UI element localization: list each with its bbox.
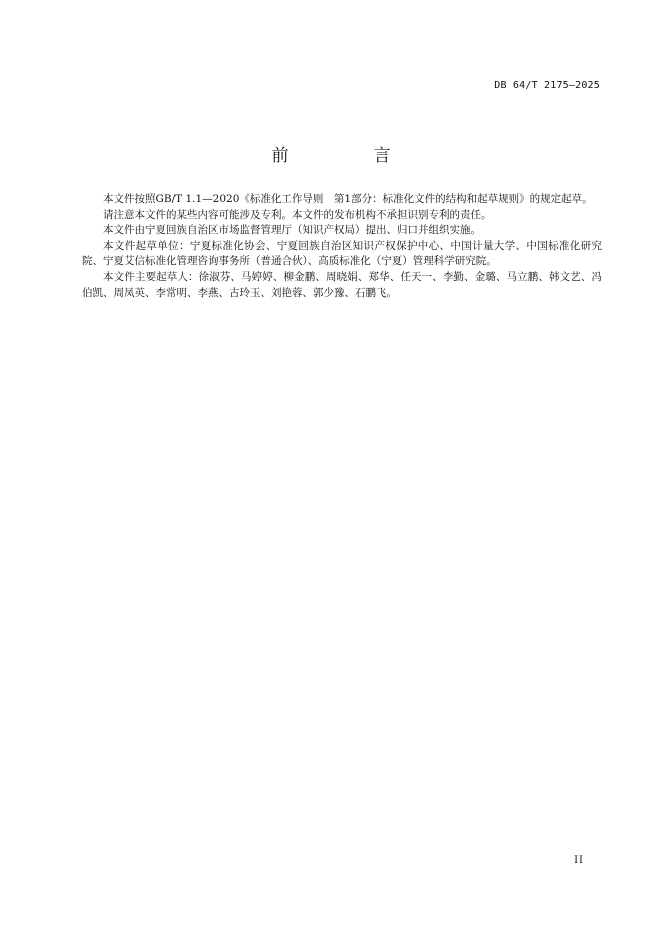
paragraph-drafters: 本文件主要起草人：徐淑芬、马婷婷、柳金鹏、周晓娟、郑华、任天一、李勤、金璐、马立鹏、韩文艺、冯伯凯、周凤英、李常明、李燕、古玲玉、刘艳蓉、郭少豫、石鹏飞。 xyxy=(82,270,602,299)
document-code: DB 64/T 2175—2025 xyxy=(494,80,600,91)
page-number: II xyxy=(574,855,584,866)
paragraph-proposer: 本文件由宁夏回族自治区市场监督管理厅（知识产权局）提出、归口并组织实施。 xyxy=(103,224,481,237)
page-title: 前 言 xyxy=(271,146,425,166)
paragraph-drafting-units: 本文件起草单位：宁夏标准化协会、宁夏回族自治区知识产权保护中心、中国计量大学、中国标准化研究院、宁夏艾信标准化管理咨询事务所（普通合伙）、高质标准化（宁夏）管理科学研究院。 xyxy=(82,239,602,268)
paragraph-patent-notice: 请注意本文件的某些内容可能涉及专利。本文件的发布机构不承担识别专利的责任。 xyxy=(103,208,492,221)
paragraph-drafting-rules: 本文件按照GB/T 1.1—2020《标准化工作导则 第1部分：标准化文件的结构和起草规则》的规定起草。 xyxy=(103,193,593,205)
foreword-body xyxy=(82,192,602,301)
